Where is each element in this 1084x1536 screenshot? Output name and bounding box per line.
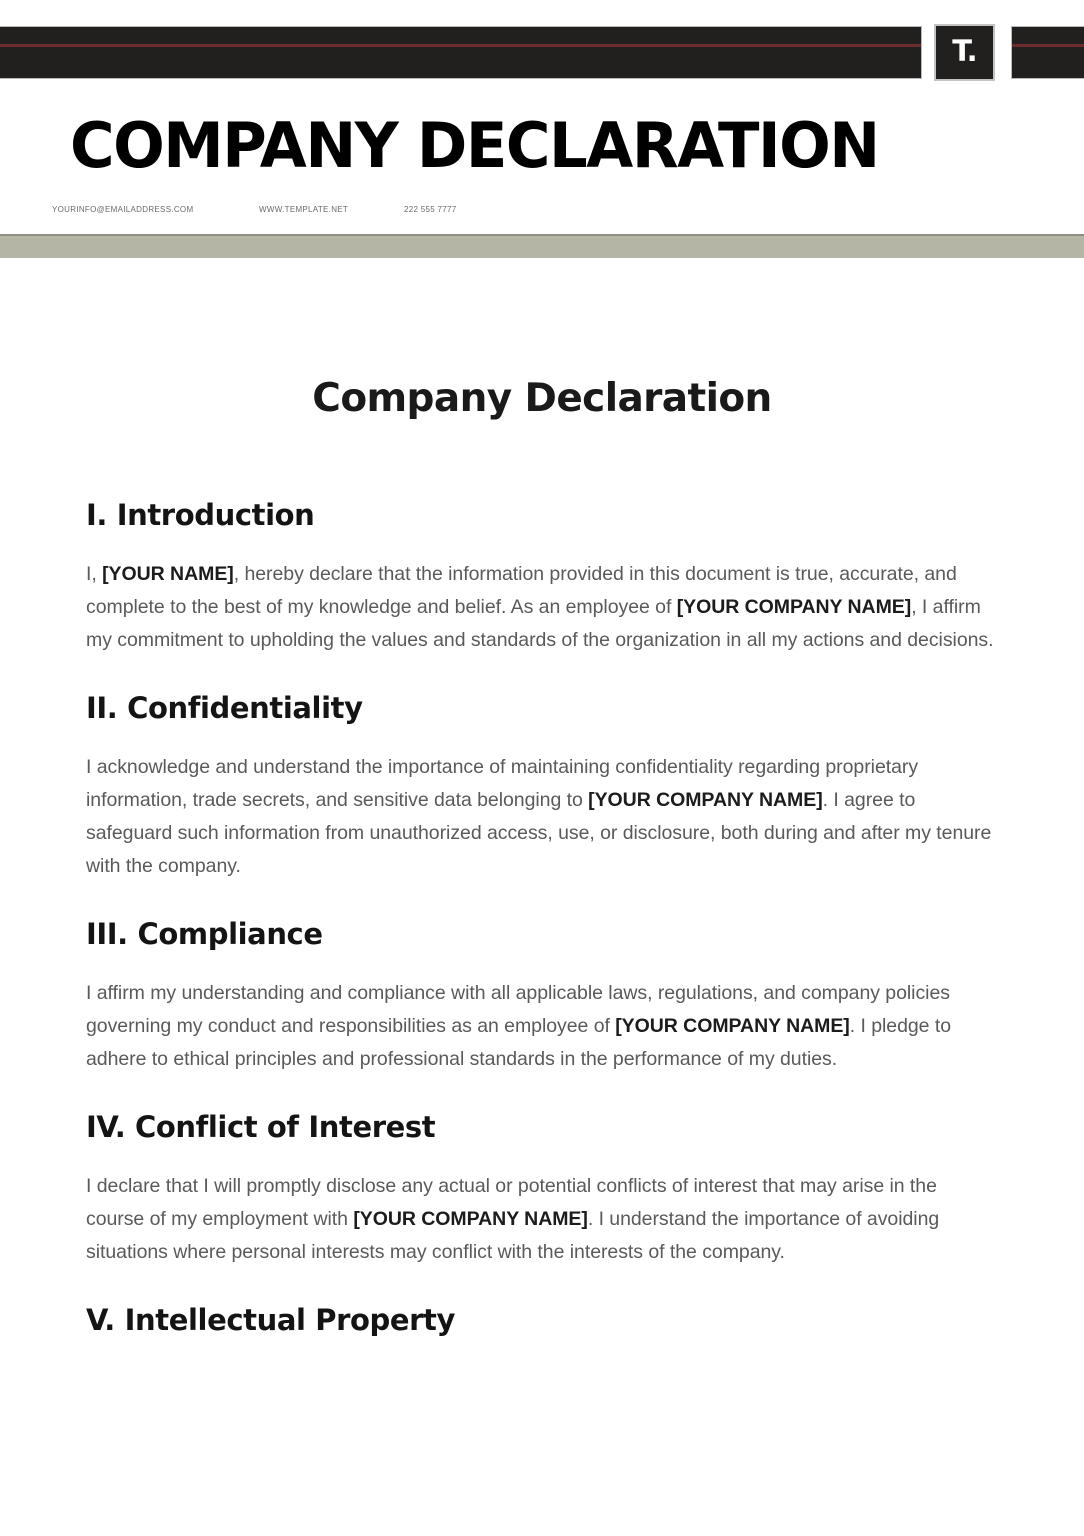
document-section — [86, 498, 1000, 657]
paragraph-text: , hereby declare that the information provided in this document is true, accurate, and complete to the best of my knowledge and belief. As an employee of — [86, 563, 957, 618]
tan-divider-band — [0, 236, 1084, 258]
paragraph-text: . I agree to safeguard such information from unauthorized access, use, or disclosure, both during and after my tenure with the company. — [86, 789, 992, 877]
section-paragraph — [86, 751, 1000, 883]
paragraph-text: I acknowledge and understand the importance of maintaining confidentiality regarding proprietary information, trade secrets, and sensitive data belonging to — [86, 756, 919, 811]
contact-phone: 222 555 7777 — [404, 205, 457, 214]
document-section — [86, 691, 1000, 883]
document-body — [0, 258, 1084, 1371]
letterhead-header — [0, 0, 1084, 92]
placeholder-field: [YOUR NAME] — [102, 563, 234, 585]
paragraph-text: I, — [86, 563, 103, 585]
paragraph-text: , I affirm my commitment to upholding the values and standards of the organization in all my actions and decisions. — [86, 596, 994, 651]
placeholder-field: [YOUR COMPANY NAME] — [588, 789, 823, 811]
section-paragraph — [86, 1170, 1000, 1269]
header-red-rule-right — [1012, 44, 1084, 47]
paragraph-text: I declare that I will promptly disclose any actual or potential conflicts of interest that may arise in the course of my employment with — [86, 1175, 937, 1230]
section-heading: IV. Conflict of Interest — [86, 1110, 436, 1144]
section-paragraph — [86, 977, 1000, 1076]
letterhead-title: COMPANY DECLARATION — [70, 109, 879, 182]
section-paragraph — [86, 558, 1000, 657]
document-section — [86, 1303, 1000, 1337]
placeholder-field: [YOUR COMPANY NAME] — [676, 596, 912, 618]
placeholder-field: [YOUR COMPANY NAME] — [615, 1015, 850, 1037]
document-title: Company Declaration — [312, 376, 772, 421]
section-heading: I. Introduction — [86, 498, 315, 532]
header-red-rule — [0, 44, 921, 47]
section-heading: III. Compliance — [86, 917, 323, 951]
document-section — [86, 1110, 1000, 1269]
section-heading: II. Confidentiality — [86, 691, 363, 725]
header-bar-left — [0, 27, 921, 78]
document-section — [86, 917, 1000, 1076]
contact-email: YOURINFO@EMAILADDRESS.COM — [52, 205, 194, 214]
template-net-logo — [936, 26, 993, 79]
paragraph-text: . I understand the importance of avoiding situations where personal interests may conflict with the interests of the company. — [86, 1208, 940, 1263]
header-bar-right — [1012, 27, 1084, 78]
contact-info-row — [52, 205, 652, 223]
contact-website: WWW.TEMPLATE.NET — [259, 205, 349, 214]
logo-glyph: T. — [952, 34, 977, 68]
placeholder-field: [YOUR COMPANY NAME] — [353, 1208, 588, 1230]
document-sections — [0, 498, 1084, 1337]
section-heading: V. Intellectual Property — [86, 1303, 456, 1337]
paragraph-text: I affirm my understanding and compliance with all applicable laws, regulations, and company policies governing my conduct and responsibilities as an employee of — [86, 982, 950, 1037]
paragraph-text: . I pledge to adhere to ethical principles and professional standards in the performance of my duties. — [86, 1015, 951, 1070]
